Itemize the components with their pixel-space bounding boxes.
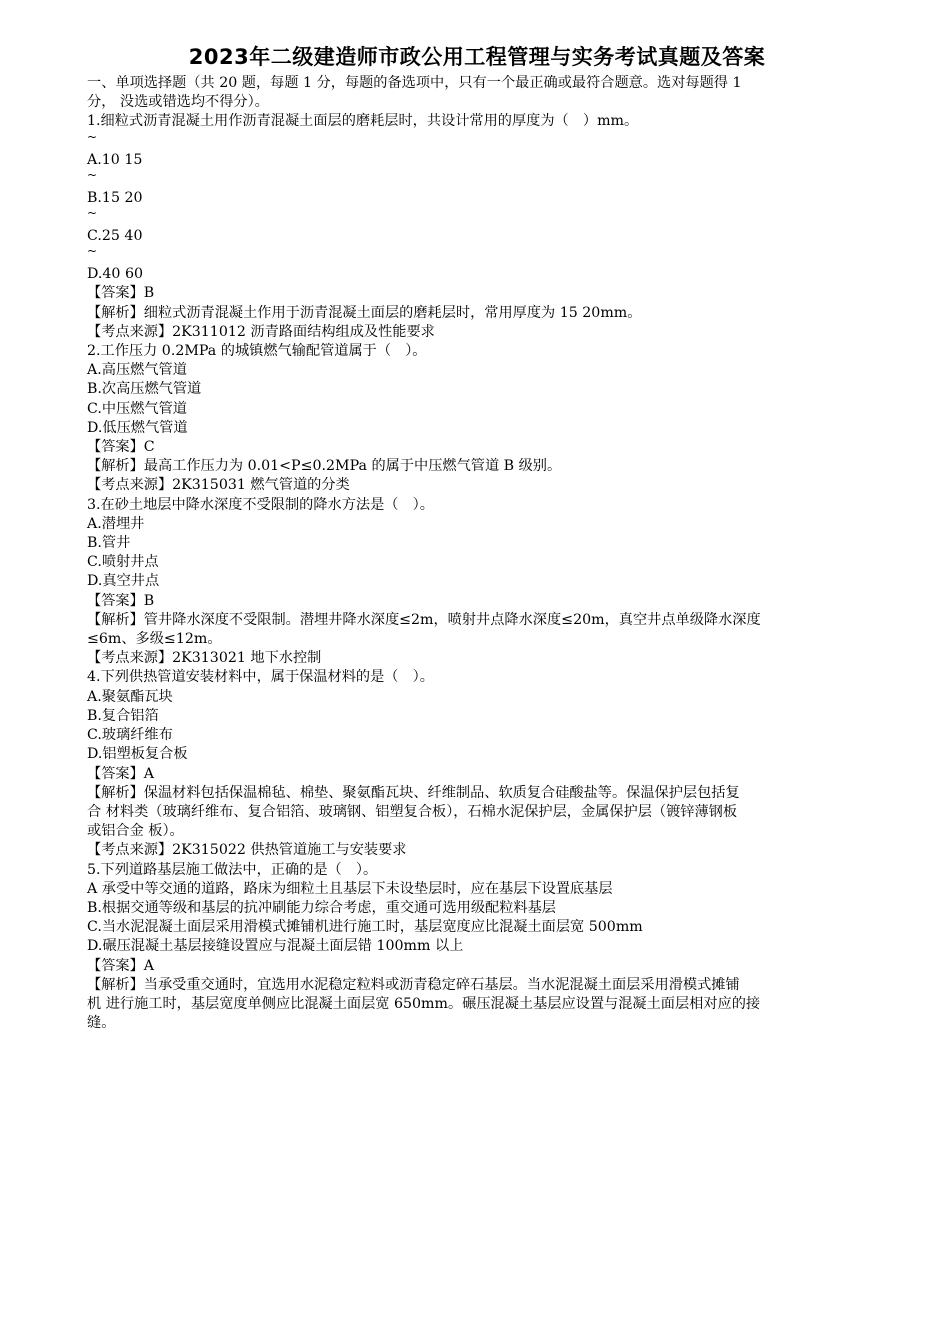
option-b: B.15 20 [87, 189, 143, 206]
source: 【考点来源】2K315022 供热管道施工与安装要求 [87, 842, 407, 859]
question-5 [87, 861, 867, 1034]
analysis: 【解析】当承受重交通时，宜选用水泥稳定粒料或沥青稳定碎石基层。当水泥混凝土面层采用滑模式摊铺 [87, 976, 740, 993]
option-d: D.低压燃气管道 [87, 419, 188, 436]
question-stem: 4.下列供热管道安装材料中，属于保温材料的是（ ）。 [87, 669, 434, 686]
option-a: A.高压燃气管道 [87, 362, 187, 379]
option-b: B.复合铝箔 [87, 707, 159, 724]
analysis-continued: 缝。 [87, 1015, 116, 1032]
tilde-mark: ~ [87, 244, 98, 259]
question-4 [87, 668, 867, 860]
source: 【考点来源】2K313021 地下水控制 [87, 650, 322, 667]
option-c: C.中压燃气管道 [87, 400, 187, 417]
option-d: D.真空井点 [87, 573, 160, 590]
option-a: A.潜埋井 [87, 515, 145, 532]
analysis-continued: ≤6m、多级≤12m。 [87, 631, 222, 648]
analysis-continued: 机 进行施工时，基层宽度单侧应比混凝土面层宽 650mm。碾压混凝土基层应设置与混凝土面层相对应的接 [87, 995, 761, 1012]
tilde-mark: ~ [87, 129, 98, 144]
question-1 [87, 112, 867, 342]
section-intro-line: 分， 没选或错选均不得分）。 [87, 94, 269, 111]
option-c: C.当水泥混凝土面层采用滑模式摊铺机进行施工时，基层宽度应比混凝土面层宽 500mm [87, 919, 643, 936]
question-3 [87, 496, 867, 669]
answer: 【答案】B [87, 285, 155, 302]
analysis: 【解析】保温材料包括保温棉毡、棉垫、聚氨酯瓦块、纤维制品、软质复合硅酸盐等。保温保护层包括复 [87, 784, 740, 801]
option-b: B.次高压燃气管道 [87, 381, 202, 398]
option-a: A 承受中等交通的道路，路床为细粒土且基层下未设垫层时，应在基层下设置底基层 [87, 880, 613, 897]
tilde-mark: ~ [87, 167, 98, 182]
answer: 【答案】A [87, 765, 154, 782]
analysis-continued: 合 材料类（玻璃纤维布、复合铝箔、玻璃钢、铝塑复合板），石棉水泥保护层，金属保护层（镀锌薄钢板 [87, 803, 738, 820]
answer: 【答案】A [87, 957, 154, 974]
question-stem: 1.细粒式沥青混凝土用作沥青混凝土面层的磨耗层时，共设计常用的厚度为（ ）mm。 [87, 113, 639, 130]
tilde-mark: ~ [87, 206, 98, 221]
option-c: C.喷射井点 [87, 554, 159, 571]
option-d: D.40 60 [87, 266, 143, 283]
answer: 【答案】C [87, 439, 155, 456]
option-b: B.管井 [87, 535, 131, 552]
analysis: 【解析】管井降水深度不受限制。潜埋井降水深度≤2m，喷射井点降水深度≤20m，真空井点单级降水深度 [87, 611, 761, 628]
option-d: D.铝塑板复合板 [87, 746, 188, 763]
option-b: B.根据交通等级和基层的抗冲刷能力综合考虑，重交通可选用级配粒料基层 [87, 899, 556, 916]
option-c: C.玻璃纤维布 [87, 727, 173, 744]
option-a: A.聚氨酯瓦块 [87, 688, 173, 705]
analysis: 【解析】最高工作压力为 0.01<P≤0.2MPa 的属于中压燃气管道 B 级别。 [87, 458, 562, 475]
source: 【考点来源】2K311012 沥青路面结构组成及性能要求 [87, 323, 435, 340]
section-intro-line: 一、单项选择题（共 20 题，每题 1 分，每题的备选项中，只有一个最正确或最符合题意。选对每题得 1 [87, 75, 742, 91]
option-a: A.10 15 [87, 151, 143, 168]
option-c: C.25 40 [87, 228, 143, 245]
answer: 【答案】B [87, 592, 155, 609]
question-stem: 3.在砂土地层中降水深度不受限制的降水方法是（ ）。 [87, 496, 434, 513]
analysis: 【解析】细粒式沥青混凝土作用于沥青混凝土面层的磨耗层时，常用厚度为 15 20mm。 [87, 304, 642, 321]
page-title: 2023年二级建造师市政公用工程管理与实务考试真题及答案 [188, 45, 766, 69]
document-page [87, 42, 867, 1033]
source: 【考点来源】2K315031 燃气管道的分类 [87, 477, 350, 494]
analysis-continued: 或铝合金 板）。 [87, 823, 184, 840]
option-d: D.碾压混凝土基层接缝设置应与混凝土面层错 100mm 以上 [87, 938, 464, 955]
question-stem: 5.下列道路基层施工做法中，正确的是（ ）。 [87, 861, 378, 878]
question-stem: 2.工作压力 0.2MPa 的城镇燃气输配管道属于（ ）。 [87, 343, 427, 360]
question-2 [87, 342, 867, 496]
